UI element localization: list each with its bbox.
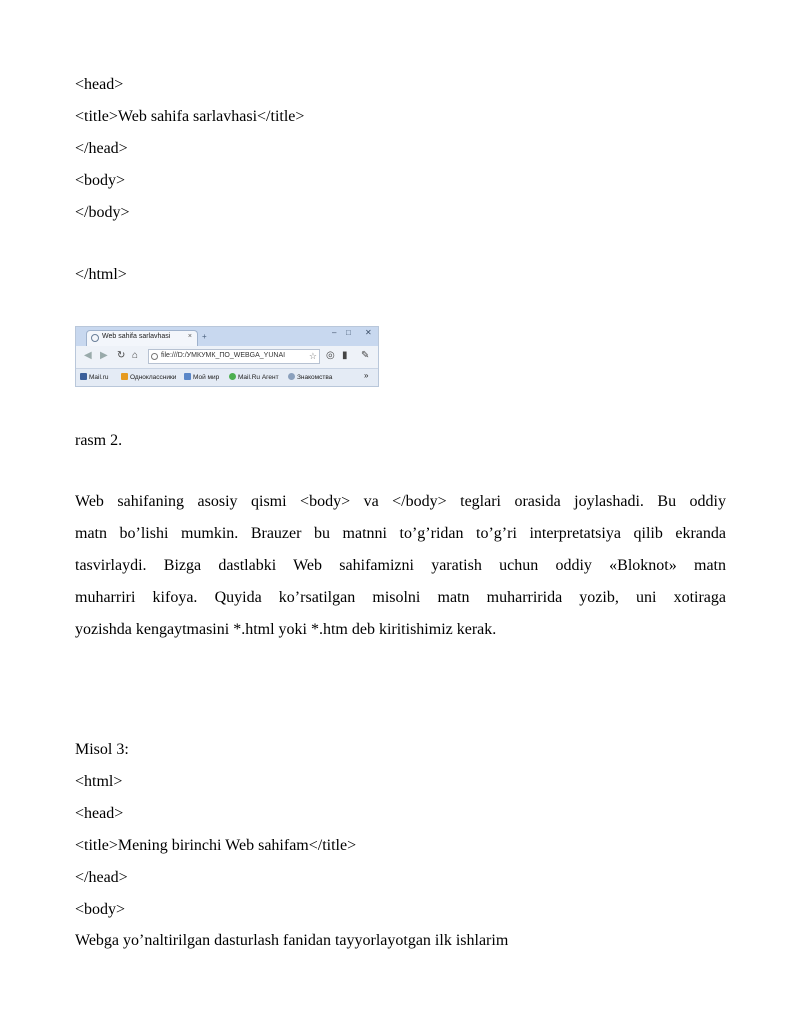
code-line: <title>Mening birinchi Web sahifam</title>	[75, 837, 357, 854]
bookmark-item[interactable]: Знакомства	[288, 373, 332, 381]
bookmark-icon	[229, 373, 236, 380]
chart-icon[interactable]: ▮	[342, 350, 348, 361]
code-line: </head>	[75, 140, 128, 157]
globe-icon	[151, 353, 158, 360]
star-icon[interactable]: ☆	[308, 351, 317, 361]
browser-tab[interactable]	[86, 330, 198, 346]
url-text: file:///D:/УМКУМК_ПО_WEBGA_YUNAI	[161, 352, 286, 359]
more-bookmarks-icon[interactable]: »	[364, 371, 369, 380]
bookmark-icon	[80, 373, 87, 380]
browser-tab-bar	[76, 327, 378, 346]
code-line: </head>	[75, 869, 128, 886]
bookmark-icon	[288, 373, 295, 380]
close-icon[interactable]: ×	[187, 333, 192, 340]
code-line: <body>	[75, 901, 126, 918]
code-line: Webga yo’naltirilgan dasturlash fanidan tayyorlayotgan ilk ishlarim	[75, 932, 509, 949]
bookmark-icon	[184, 373, 191, 380]
bookmark-item[interactable]: Mail.ru	[80, 373, 109, 381]
code-line: <head>	[75, 805, 124, 822]
code-line: <body>	[75, 172, 126, 189]
reload-icon[interactable]: ↻	[117, 350, 126, 361]
new-tab-icon[interactable]: +	[202, 332, 207, 341]
bookmark-item[interactable]: Mail.Ru Агент	[229, 373, 279, 381]
home-icon[interactable]: ⌂	[132, 350, 139, 361]
tab-title: Web sahifa sarlavhasi	[102, 333, 171, 340]
browser-toolbar	[76, 346, 378, 368]
paragraph-line: muharriri kifoya. Quyida ko’rsatilgan misolni matn muharririda yozib, uni xotiraga	[75, 589, 726, 606]
paragraph-line: matn bo’lishi mumkin. Brauzer bu matnni to’g’ridan to’g’ri interpretatsiya qilib ekranda	[75, 525, 726, 542]
address-bar[interactable]	[148, 349, 320, 364]
body-paragraph	[75, 486, 726, 646]
example-label: Misol 3:	[75, 741, 129, 758]
code-line: <html>	[75, 773, 123, 790]
code-line: <title>Web sahifa sarlavhasi</title>	[75, 108, 305, 125]
forward-icon[interactable]: ▶	[100, 350, 108, 361]
wrench-icon[interactable]: ✎	[361, 350, 370, 361]
bookmark-item[interactable]: Мой мир	[184, 373, 219, 381]
maximize-icon[interactable]: □	[346, 328, 351, 337]
bookmark-icon	[121, 373, 128, 380]
code-line: </html>	[75, 266, 127, 283]
search-icon[interactable]: ◎	[326, 350, 335, 361]
minimize-icon[interactable]: –	[332, 328, 337, 337]
figure-caption: rasm 2.	[75, 432, 123, 449]
paragraph-line: tasvirlaydi. Bizga dastlabki Web sahifamizni yaratish uchun oddiy «Bloknot» matn	[75, 557, 726, 574]
paragraph-line: yozishda kengaytmasini *.html yoki *.htm deb kiritishimiz kerak.	[75, 621, 497, 638]
window-close-icon[interactable]: ✕	[365, 328, 372, 337]
bookmark-item[interactable]: Одноклассники	[121, 373, 176, 381]
page-icon	[91, 334, 99, 342]
back-icon[interactable]: ◀	[84, 350, 92, 361]
browser-screenshot	[75, 326, 379, 387]
code-line: </body>	[75, 204, 130, 221]
code-line: <head>	[75, 76, 124, 93]
paragraph-line: Web sahifaning asosiy qismi <body> va </body> teglari orasida joylashadi. Bu oddiy	[75, 493, 726, 510]
bookmarks-bar	[76, 368, 378, 387]
